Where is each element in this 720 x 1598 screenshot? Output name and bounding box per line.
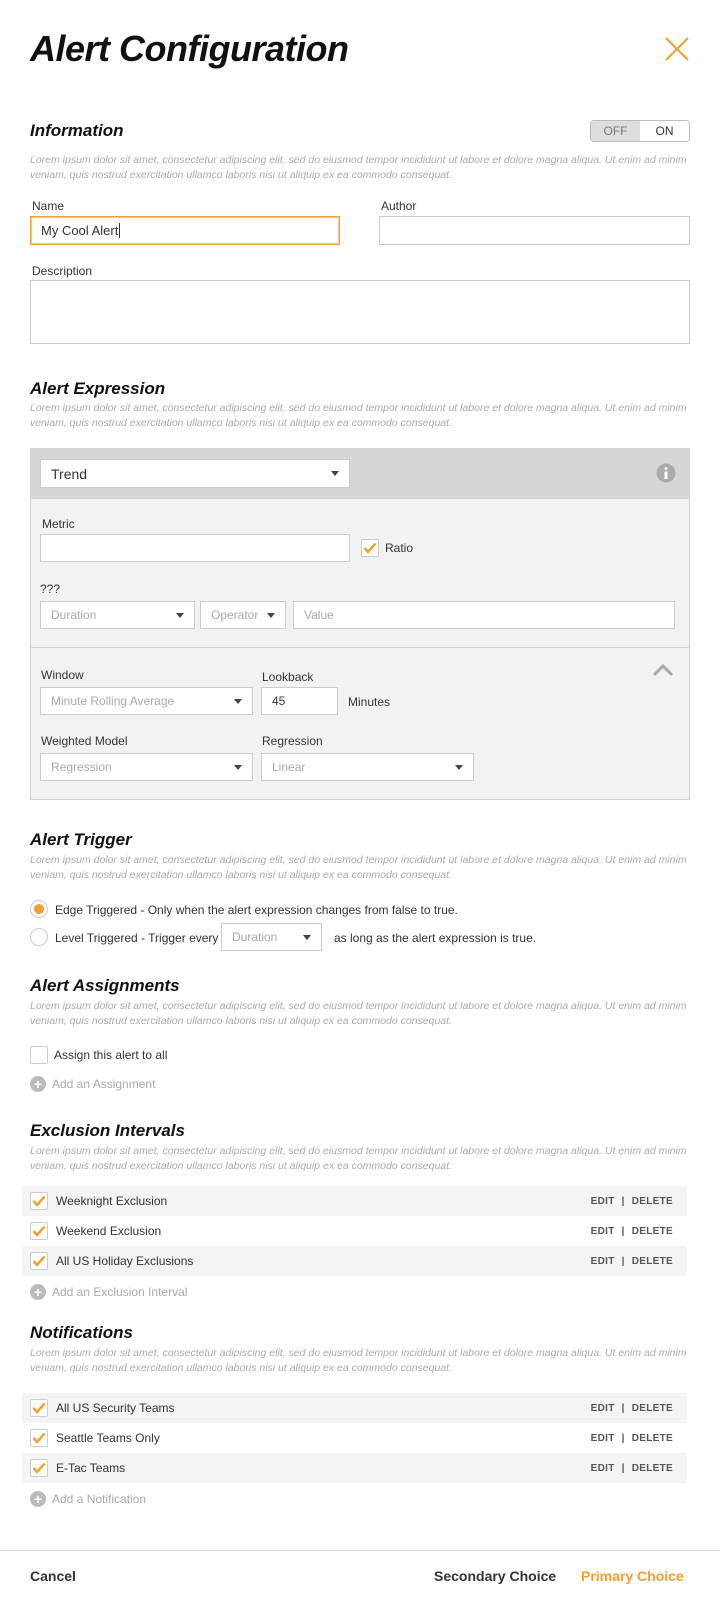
edit-link[interactable]: EDIT	[590, 1255, 615, 1267]
duration-select[interactable]	[40, 601, 195, 629]
info-button[interactable]	[656, 463, 676, 483]
minutes-label: Minutes	[348, 695, 391, 709]
checkmark-icon	[32, 1402, 46, 1414]
assign-all-checkbox[interactable]	[30, 1046, 48, 1064]
exclusion-name: Weekend Exclusion	[56, 1224, 162, 1238]
ratio-label: Ratio	[385, 541, 414, 555]
exclusion-name: All US Holiday Exclusions	[56, 1254, 194, 1268]
notification-name: All US Security Teams	[56, 1401, 175, 1415]
exclusion-intervals-description-text: Lorem ipsum dolor sit amet, consectetur adipiscing elit, sed do eiusmod tempor incididunt ut labore et dolore magna aliqua. Ut enim ad minim veniam, quis nostrud exercitation ullamco laboris nisi ut aliquip ex ea commodo consequat.	[30, 1145, 687, 1172]
action-separator: |	[621, 1462, 625, 1474]
metric-input[interactable]	[40, 534, 350, 562]
add-notification-button[interactable]	[30, 1491, 146, 1507]
author-input[interactable]	[379, 216, 690, 245]
information-title: Information	[30, 121, 124, 140]
operator-select-value: Operator	[211, 608, 259, 622]
notifications-description-text: Lorem ipsum dolor sit amet, consectetur adipiscing elit, sed do eiusmod tempor incididunt ut labore et dolore magna aliqua. Ut enim ad minim veniam, quis nostrud exercitation ullamco laboris nisi ut aliquip ex ea commodo consequat.	[30, 1347, 687, 1374]
exclusion-name: Weeknight Exclusion	[56, 1194, 168, 1208]
name-input[interactable]	[30, 216, 340, 245]
info-icon	[656, 463, 676, 483]
lookback-input-value: 45	[272, 694, 286, 708]
edge-triggered-label: Edge Triggered - Only when the alert expression changes from false to true.	[55, 903, 458, 917]
chevron-up-icon	[652, 663, 674, 677]
regression-select[interactable]	[261, 753, 474, 781]
notifications-title: Notifications	[30, 1323, 133, 1342]
exclusion-row	[22, 1186, 687, 1216]
regression-select-value: Linear	[272, 760, 306, 774]
action-separator: |	[621, 1432, 625, 1444]
chevron-down-icon	[455, 765, 463, 770]
level-triggered-label: Level Triggered - Trigger every	[55, 931, 219, 945]
delete-link[interactable]: DELETE	[631, 1225, 673, 1237]
toggle-off[interactable]: OFF	[591, 121, 640, 141]
weighted-model-select[interactable]	[40, 753, 253, 781]
notification-checkbox[interactable]	[30, 1459, 48, 1477]
exclusion-row	[22, 1216, 687, 1246]
close-icon	[662, 34, 692, 64]
add-exclusion-label: Add an Exclusion Interval	[52, 1285, 188, 1299]
level-duration-select[interactable]	[221, 923, 322, 951]
value-input-placeholder: Value	[304, 608, 334, 622]
checkmark-icon	[32, 1462, 46, 1474]
add-assignment-button[interactable]	[30, 1076, 155, 1092]
level-triggered-suffix: as long as the alert expression is true.	[334, 931, 537, 945]
name-label: Name	[32, 199, 65, 213]
information-description-text: Lorem ipsum dolor sit amet, consectetur adipiscing elit, sed do eiusmod tempor incididunt ut labore et dolore magna aliqua. Ut enim ad minim veniam, quis nostrud exercitation ullamco laboris nisi ut aliquip ex ea commodo consequat.	[30, 154, 687, 181]
delete-link[interactable]: DELETE	[631, 1195, 673, 1207]
collapse-button[interactable]	[652, 663, 674, 677]
expression-type-select[interactable]	[40, 459, 350, 488]
exclusion-checkbox[interactable]	[30, 1222, 48, 1240]
action-separator: |	[621, 1225, 625, 1237]
action-separator: |	[621, 1195, 625, 1207]
window-label: Window	[41, 668, 84, 682]
description-textarea[interactable]	[30, 280, 690, 344]
chevron-down-icon	[267, 613, 275, 618]
chevron-down-icon	[176, 613, 184, 618]
checkmark-icon	[32, 1195, 46, 1207]
toggle-on[interactable]: ON	[640, 121, 689, 141]
ratio-checkbox[interactable]	[361, 539, 379, 557]
row-actions	[591, 1403, 673, 1414]
assign-all-label: Assign this alert to all	[54, 1048, 168, 1062]
notification-name: Seattle Teams Only	[56, 1431, 160, 1445]
close-button[interactable]	[662, 34, 692, 64]
operator-select[interactable]	[200, 601, 286, 629]
action-separator: |	[621, 1255, 625, 1267]
exclusion-row	[22, 1246, 687, 1276]
edit-link[interactable]: EDIT	[590, 1402, 615, 1414]
footer-divider	[0, 1550, 720, 1551]
alert-assignments-description-text: Lorem ipsum dolor sit amet, consectetur adipiscing elit, sed do eiusmod tempor incididunt ut labore et dolore magna aliqua. Ut enim ad minim veniam, quis nostrud exercitation ullamco laboris nisi ut aliquip ex ea commodo consequat.	[30, 1000, 687, 1027]
checkmark-icon	[32, 1255, 46, 1267]
notification-row	[22, 1453, 687, 1483]
row-actions	[591, 1433, 673, 1444]
plus-circle-icon: +	[30, 1491, 46, 1507]
notification-checkbox[interactable]	[30, 1399, 48, 1417]
primary-choice-button[interactable]: Primary Choice	[581, 1568, 684, 1584]
plus-circle-icon: +	[30, 1076, 46, 1092]
window-select-value: Minute Rolling Average	[51, 694, 175, 708]
panel-divider	[31, 647, 689, 648]
weighted-model-value: Regression	[51, 760, 112, 774]
checkmark-icon	[32, 1432, 46, 1444]
action-separator: |	[621, 1402, 625, 1414]
notification-row	[22, 1393, 687, 1423]
edit-link[interactable]: EDIT	[590, 1195, 615, 1207]
alert-expression-title: Alert Expression	[30, 379, 166, 398]
name-input-value: My Cool Alert	[41, 223, 119, 238]
regression-label: Regression	[262, 734, 323, 748]
text-cursor	[119, 223, 120, 238]
delete-link[interactable]: DELETE	[631, 1402, 673, 1414]
plus-circle-icon: +	[30, 1284, 46, 1300]
checkmark-icon	[363, 542, 377, 554]
cancel-button[interactable]: Cancel	[30, 1568, 76, 1584]
description-label: Description	[32, 264, 93, 278]
lookback-label: Lookback	[262, 670, 314, 684]
secondary-choice-button[interactable]: Secondary Choice	[434, 1568, 557, 1584]
add-exclusion-button[interactable]	[30, 1284, 187, 1300]
metric-label: Metric	[42, 517, 75, 531]
chevron-down-icon	[331, 471, 339, 476]
chevron-down-icon	[234, 765, 242, 770]
edit-link[interactable]: EDIT	[590, 1225, 615, 1237]
exclusion-checkbox[interactable]	[30, 1192, 48, 1210]
alert-expression-description-text: Lorem ipsum dolor sit amet, consectetur adipiscing elit, sed do eiusmod tempor incididunt ut labore et dolore magna aliqua. Ut enim ad minim veniam, quis nostrud exercitation ullamco laboris nisi ut aliquip ex ea commodo consequat.	[30, 402, 687, 429]
alert-trigger-title: Alert Trigger	[30, 830, 132, 849]
row-actions	[591, 1226, 673, 1237]
page-title: Alert Configuration	[30, 28, 349, 69]
unknown-label: ???	[40, 582, 61, 596]
value-input[interactable]	[293, 601, 675, 629]
level-triggered-radio[interactable]	[30, 928, 48, 946]
edge-triggered-radio[interactable]	[30, 900, 48, 918]
add-assignment-label: Add an Assignment	[52, 1077, 156, 1091]
chevron-down-icon	[303, 935, 311, 940]
chevron-down-icon	[234, 699, 242, 704]
weighted-model-label: Weighted Model	[41, 734, 128, 748]
delete-link[interactable]: DELETE	[631, 1432, 673, 1444]
alert-trigger-description-text: Lorem ipsum dolor sit amet, consectetur adipiscing elit, sed do eiusmod tempor incididunt ut labore et dolore magna aliqua. Ut enim ad minim veniam, quis nostrud exercitation ullamco laboris nisi ut aliquip ex ea commodo consequat.	[30, 854, 687, 881]
edit-link[interactable]: EDIT	[590, 1432, 615, 1444]
radio-selected-dot	[34, 904, 44, 914]
delete-link[interactable]: DELETE	[631, 1462, 673, 1474]
expression-type-value: Trend	[51, 465, 88, 482]
delete-link[interactable]: DELETE	[631, 1255, 673, 1267]
notification-checkbox[interactable]	[30, 1429, 48, 1447]
notification-row	[22, 1423, 687, 1453]
level-duration-value: Duration	[232, 930, 278, 944]
add-notification-label: Add a Notification	[52, 1492, 147, 1506]
checkmark-icon	[32, 1225, 46, 1237]
exclusion-checkbox[interactable]	[30, 1252, 48, 1270]
alert-assignments-title: Alert Assignments	[30, 976, 180, 995]
row-actions	[591, 1463, 673, 1474]
row-actions	[591, 1196, 673, 1207]
exclusion-intervals-title: Exclusion Intervals	[30, 1121, 185, 1140]
author-label: Author	[381, 199, 417, 213]
edit-link[interactable]: EDIT	[590, 1462, 615, 1474]
row-actions	[591, 1256, 673, 1267]
information-toggle[interactable]	[590, 120, 690, 142]
window-select[interactable]	[40, 687, 253, 715]
duration-select-value: Duration	[51, 608, 97, 622]
lookback-input[interactable]	[261, 687, 338, 715]
notification-name: E-Tac Teams	[56, 1461, 126, 1475]
